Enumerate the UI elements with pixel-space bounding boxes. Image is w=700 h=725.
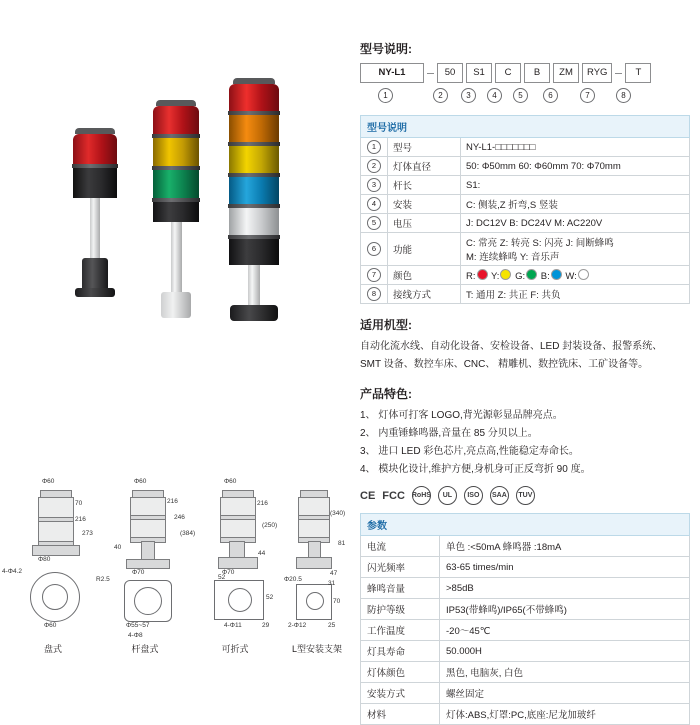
drawing-caption-3: 可折式 <box>221 644 249 654</box>
table-row <box>361 641 690 662</box>
features-block <box>360 385 690 478</box>
body-black-1 <box>73 168 117 198</box>
d2-left: 40 <box>114 544 122 551</box>
spec-badge-7: 7 <box>367 268 381 282</box>
d4-hole: 2-Φ12 <box>288 622 307 629</box>
table-row <box>361 285 690 304</box>
spec-value-5: J: DC12V B: DC24V M: AC220V <box>461 214 690 233</box>
marker-6: 6 <box>543 88 558 103</box>
d1-s1: 70 <box>75 500 83 507</box>
d1-s3: 273 <box>82 530 93 537</box>
certification-marks <box>360 486 690 505</box>
table-row <box>361 662 690 683</box>
d3-h2: (250) <box>262 522 278 529</box>
d4-d: Φ20.5 <box>284 576 302 583</box>
code-box-6: ZM <box>553 63 579 83</box>
marker-1: 1 <box>378 88 393 103</box>
param-value-8: 螺丝固定 <box>440 683 690 704</box>
color-r-label: R: <box>466 270 476 282</box>
color-w-label: W: <box>565 270 577 282</box>
param-key-7: 灯体颜色 <box>361 662 440 683</box>
param-value-6: 50.000H <box>440 641 690 662</box>
table-row <box>361 599 690 620</box>
tuv-mark-icon: TUV <box>516 486 535 505</box>
rohs-mark-icon: RoHS <box>412 486 431 505</box>
bracket-foot-1 <box>75 288 115 297</box>
d4-seg1 <box>298 497 330 517</box>
spec-header-row <box>361 116 690 138</box>
spec-value-8: T: 通用 Z: 共正 F: 共负 <box>461 285 690 304</box>
pole-3 <box>248 265 260 305</box>
spec-badge-5: 5 <box>367 216 381 230</box>
spec-badge-2: 2 <box>367 159 381 173</box>
d1-s2: 216 <box>75 516 86 523</box>
dimension-drawings <box>0 470 350 720</box>
d2-h3: (384) <box>180 530 196 537</box>
code-box-7: RYG <box>582 63 612 83</box>
application-block <box>360 316 690 373</box>
spec-badge-1: 1 <box>367 140 381 154</box>
d1-pcd: Φ60 <box>44 622 57 629</box>
d3-h1: 216 <box>257 500 268 507</box>
d2-base <box>126 559 170 569</box>
drawing-caption-1: 盘式 <box>43 644 62 654</box>
param-value-3: >85dB <box>440 578 690 599</box>
spec-value-3: S1: <box>461 176 690 195</box>
spec-value-6a: C: 常亮 Z: 转亮 S: 闪亮 J: 间断蜂鸣 <box>466 238 614 249</box>
lens-red-2 <box>153 106 199 134</box>
table-row <box>361 620 690 641</box>
d4-b: 70 <box>333 598 341 605</box>
d1-hole: 4-Φ4.2 <box>2 568 23 575</box>
spec-value-6 <box>461 233 690 266</box>
table-row <box>361 214 690 233</box>
d3-top-dim: Φ60 <box>224 478 237 485</box>
lens-blue-3 <box>229 177 279 204</box>
marker-7: 7 <box>580 88 595 103</box>
lens-yellow-2 <box>153 138 199 166</box>
code-box-3: S1 <box>466 63 492 83</box>
d1-bottom: Φ80 <box>38 556 51 563</box>
marker-2: 2 <box>433 88 448 103</box>
code-box-2: 50 <box>437 63 463 83</box>
d2-hole: 4-Φ8 <box>128 632 143 639</box>
spec-label-8: 接线方式 <box>388 285 461 304</box>
feature-item-3: 3、 进口 LED 彩色芯片,亮点高,性能稳定寿命长。 <box>360 446 579 457</box>
spec-idx-4 <box>361 195 388 214</box>
table-row <box>361 578 690 599</box>
param-value-9: 灯体:ABS,灯罩:PC,底座:尼龙加玻纤 <box>440 704 690 725</box>
d4-v2: 47 <box>330 570 338 577</box>
lens-red-1 <box>73 134 117 164</box>
table-row <box>361 233 690 266</box>
drawing-pole-disc-type <box>96 478 196 654</box>
white-dot <box>578 269 589 280</box>
table-row <box>361 683 690 704</box>
d4-seg2 <box>298 519 330 539</box>
bracket-2 <box>161 292 191 318</box>
d3-right: 44 <box>258 550 266 557</box>
param-key-1: 电流 <box>361 536 440 557</box>
code-dash-2 <box>615 73 622 74</box>
param-key-5: 工作温度 <box>361 620 440 641</box>
feature-item-4: 4、 模块化设计,维护方便,身机身可正反弯折 90 度。 <box>360 464 591 475</box>
spec-label-2: 灯体直径 <box>388 157 461 176</box>
d3-w2: 52 <box>266 594 274 601</box>
model-code-diagram <box>360 63 690 105</box>
spec-badge-3: 3 <box>367 178 381 192</box>
param-key-2: 闪光频率 <box>361 557 440 578</box>
code-box-8: T <box>625 63 651 83</box>
param-key-4: 防护等级 <box>361 599 440 620</box>
d3-plate-hole <box>228 588 252 612</box>
spec-idx-1 <box>361 138 388 157</box>
param-value-2: 63-65 times/min <box>440 557 690 578</box>
table-row <box>361 704 690 725</box>
param-value-7: 黑色, 电脑灰, 白色 <box>440 662 690 683</box>
table-row <box>361 176 690 195</box>
d3-w1: 52 <box>218 574 226 581</box>
table-row <box>361 138 690 157</box>
marker-8: 8 <box>616 88 631 103</box>
d4-w: 25 <box>328 622 336 629</box>
base-3 <box>230 305 278 321</box>
spec-label-1: 型号 <box>388 138 461 157</box>
d4-v1: 81 <box>338 540 346 547</box>
feature-item-1: 1、 灯体可打客 LOGO,背光源彰显品牌亮点。 <box>360 410 563 421</box>
table-row <box>361 266 690 285</box>
d2-bottom: Φ70 <box>132 569 145 576</box>
application-text-1: 自动化流水线、自动化设备、安检设备、LED 封装设备、报警系统、 <box>360 341 663 352</box>
d2-pole <box>141 541 155 561</box>
param-value-4: IP53(带蜂鸣)/IP65(不带蜂鸣) <box>440 599 690 620</box>
saa-mark-icon: SAA <box>490 486 509 505</box>
lens-orange-3 <box>229 115 279 142</box>
body-black-3 <box>229 239 279 265</box>
code-box-1: NY-L1 <box>360 63 424 83</box>
marker-3: 3 <box>461 88 476 103</box>
application-title: 适用机型: <box>360 318 412 332</box>
color-y-label: Y: <box>490 270 500 282</box>
lens-white-3 <box>229 208 279 235</box>
model-code-markers <box>360 83 690 105</box>
red-dot <box>477 269 488 280</box>
param-value-5: -20～45℃ <box>440 620 690 641</box>
spec-badge-4: 4 <box>367 197 381 211</box>
d3-bracket <box>218 557 258 569</box>
blue-dot <box>551 269 562 280</box>
d2-h1: 216 <box>167 498 178 505</box>
model-code-title: 型号说明: <box>360 42 412 56</box>
param-key-9: 材料 <box>361 704 440 725</box>
spec-value-2: 50: Φ50mm 60: Φ60mm 70: Φ70mm <box>461 157 690 176</box>
spec-idx-3 <box>361 176 388 195</box>
lens-yellow-3 <box>229 146 279 173</box>
l-bracket-1 <box>82 258 108 292</box>
ul-mark-icon: UL <box>438 486 457 505</box>
drawing-foldable-type <box>200 478 280 654</box>
spec-label-3: 杆长 <box>388 176 461 195</box>
spec-table <box>360 115 690 304</box>
d3-seg2 <box>220 519 256 539</box>
d1-base <box>32 545 80 556</box>
parameters-table <box>360 513 690 725</box>
yellow-dot <box>500 269 511 280</box>
spec-header: 型号说明 <box>361 116 690 138</box>
spec-idx-2 <box>361 157 388 176</box>
param-value-1: 单色 :<50mA 蜂鸣器 :18mA <box>440 536 690 557</box>
spec-idx-6 <box>361 233 388 266</box>
d3-w3: 29 <box>262 622 270 629</box>
d4-plate-hole <box>306 592 324 610</box>
d3-bottom: Φ70 <box>222 569 235 576</box>
spec-label-7: 颜色 <box>388 266 461 285</box>
d1-top-dim: Φ60 <box>42 478 55 485</box>
body-black-2 <box>153 202 199 222</box>
table-row <box>361 195 690 214</box>
spec-value-7 <box>461 266 690 285</box>
code-box-4: C <box>495 63 521 83</box>
d1-seg1 <box>38 497 74 519</box>
code-box-5: B <box>524 63 550 83</box>
d2-h2: 246 <box>174 514 185 521</box>
ce-mark-icon: CE <box>360 489 376 502</box>
d2-top-dim: Φ60 <box>134 478 147 485</box>
d1-flange-inner <box>42 584 68 610</box>
model-code-row <box>360 63 690 83</box>
color-b-label: B: <box>540 270 550 282</box>
d3-seg1 <box>220 497 256 517</box>
table-row <box>361 557 690 578</box>
pole-1 <box>90 198 100 258</box>
spec-value-4: C: 侧装,Z 折弯,S 竖装 <box>461 195 690 214</box>
d3-hole: 4-Φ11 <box>224 622 242 629</box>
pole-2 <box>171 222 182 292</box>
drawing-caption-4: L型安装支架 <box>291 644 342 654</box>
features-title: 产品特色: <box>360 387 412 401</box>
application-text-2: SMT 设备、数控车床、CNC、 精雕机、数控铣床、工矿设备等。 <box>360 359 649 370</box>
fcc-mark-icon: FCC <box>382 489 405 502</box>
d4-foot <box>296 557 332 569</box>
marker-5: 5 <box>513 88 528 103</box>
tower-light-2-module <box>72 128 118 297</box>
lens-red-3 <box>229 84 279 111</box>
spec-idx-8 <box>361 285 388 304</box>
d2-seg1 <box>130 497 166 517</box>
spec-value-1: NY-L1-□□□□□□□ <box>461 138 690 157</box>
green-dot <box>526 269 537 280</box>
d2-r: R2.5 <box>96 576 110 583</box>
product-photo-area <box>0 0 350 350</box>
parameters-header: 参数 <box>361 514 690 536</box>
param-key-6: 灯具寿命 <box>361 641 440 662</box>
d2-seg2 <box>130 519 166 539</box>
table-row <box>361 536 690 557</box>
spec-column <box>360 0 690 725</box>
marker-4: 4 <box>487 88 502 103</box>
spec-badge-8: 8 <box>367 287 381 301</box>
spec-idx-7 <box>361 266 388 285</box>
spec-value-6b: M: 连续蜂鸣 Y: 音乐声 <box>466 252 560 263</box>
lens-green-2 <box>153 170 199 198</box>
param-key-3: 蜂鸣音量 <box>361 578 440 599</box>
d1-seg2 <box>38 521 74 543</box>
spec-idx-5 <box>361 214 388 233</box>
drawing-disc-type <box>2 478 94 654</box>
d4-h1: (340) <box>330 510 346 517</box>
iso-mark-icon: ISO <box>464 486 483 505</box>
param-key-8: 安装方式 <box>361 683 440 704</box>
code-dash-1 <box>427 73 434 74</box>
spec-badge-6: 6 <box>367 242 381 256</box>
d4-v3: 31 <box>328 580 336 587</box>
color-g-label: G: <box>515 270 526 282</box>
table-row <box>361 157 690 176</box>
tower-light-3-module <box>152 100 200 318</box>
spec-label-6: 功能 <box>388 233 461 266</box>
d2-flange-inner <box>134 587 162 615</box>
feature-item-2: 2、 内重锤蜂鸣器,音量在 85 分贝以上。 <box>360 428 538 439</box>
drawing-l-bracket <box>284 480 350 654</box>
tower-light-5-module <box>228 78 280 321</box>
spec-label-5: 电压 <box>388 214 461 233</box>
d2-dim: Φ55~57 <box>126 622 150 629</box>
param-header-row <box>361 514 690 536</box>
drawing-caption-2: 杆盘式 <box>131 644 159 654</box>
spec-label-4: 安装 <box>388 195 461 214</box>
